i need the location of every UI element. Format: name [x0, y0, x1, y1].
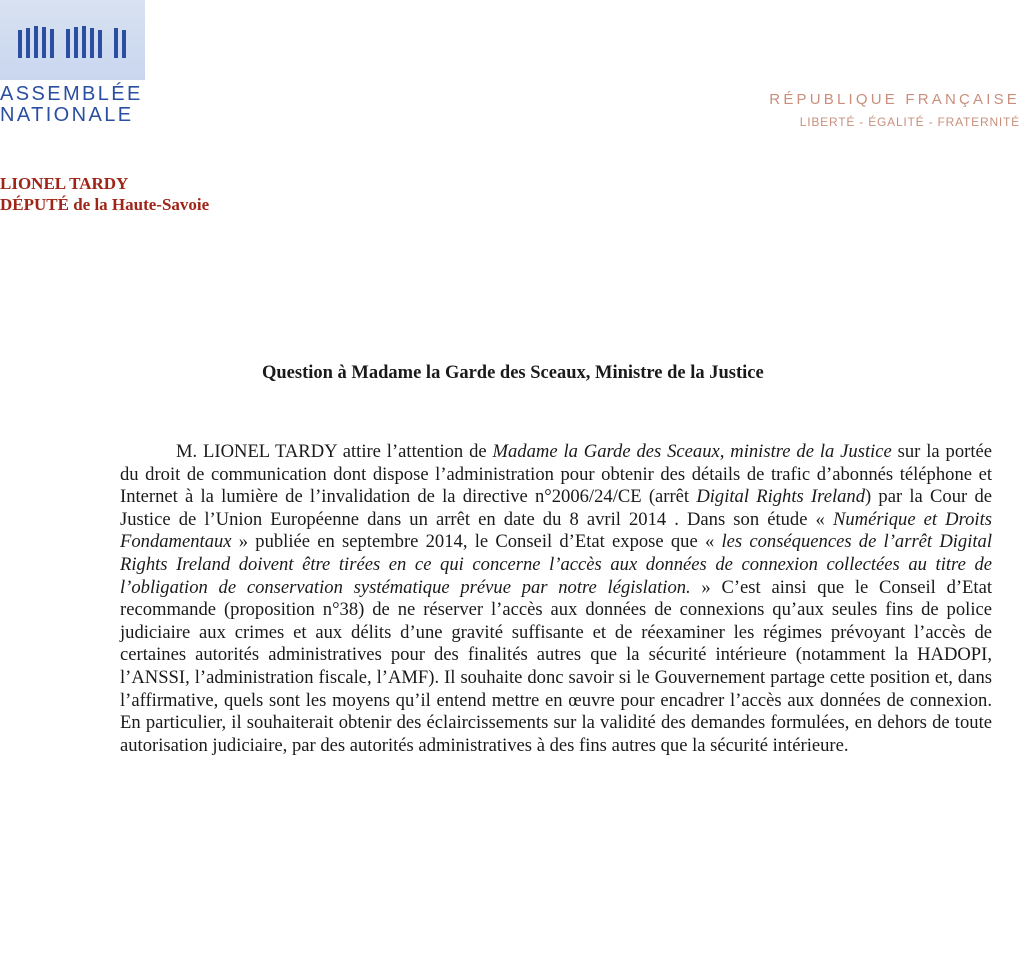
- body-text-4: » publiée en septembre 2014, le Conseil d’Etat expose que «: [231, 531, 722, 553]
- ruling-name: Digital Rights Ireland: [696, 486, 866, 508]
- author-name: LIONEL TARDY: [0, 174, 129, 193]
- republique-francaise-header: [769, 90, 1020, 131]
- body-text-2: sur la portée du droit de communication dont dispose l’administration pour obtenir des détails de trafic d’abonnés téléphone et Internet à la lumière de l’invalidation de la directive n°2006/24/CE (arrêt: [120, 441, 992, 508]
- study-title: Numérique et Droits Fondamentaux: [120, 508, 992, 553]
- addressee: Madame la Garde des Sceaux, ministre de la Justice: [492, 441, 892, 462]
- question-title: Question à Madame la Garde des Sceaux, Ministre de la Justice: [262, 363, 764, 383]
- logo-line-1: ASSEMBLÉE: [0, 83, 143, 105]
- body-text-3: ) par la Cour de Justice de l’Union Européenne dans un arrêt en date du 8 avril 2014 . Dans son étude «: [120, 486, 992, 530]
- question-body: [120, 441, 992, 757]
- body-text-5: » C’est ainsi que le Conseil d’Etat recommande (proposition n°38) de ne réserver l’accès aux données de connexions qu’aux seules fins de police judiciaire aux crimes et aux délits d’une gravité suffisante et de réexaminer les régimes prévoyant l’accès de certaines autorités administratives pour des finalités autres que la sécurité intérieure (notamment la HADOPI, l’ANSSI, l’administration fiscale, l’AMF). Il souhaite donc savoir si le Gouvernement partage cette position et, dans l’affirmative, quels sont les moyens qu’il entend mettre en œuvre pour encadrer l’accès aux données de connexion. En particulier, il souhaiterait obtenir des éclaircissements sur la validité des demandes formulées, en dehors de toute autorisation judiciaire, par des autorités administratives à des fins autres que la sécurité intérieure.: [120, 576, 992, 756]
- author-block: [0, 173, 209, 215]
- body-text-1: M. LIONEL TARDY attire l’attention de: [176, 441, 493, 462]
- author-role: DÉPUTÉ de la Haute-Savoie: [0, 195, 210, 214]
- republic-title: RÉPUBLIQUE FRANÇAISE: [769, 91, 1020, 108]
- logo-wordmark: [0, 84, 143, 126]
- republic-motto: LIBERTÉ - ÉGALITÉ - FRATERNITÉ: [799, 115, 1020, 129]
- conseil-quote: les conséquences de l’arrêt Digital Rights Ireland doivent être tirées en ce qui concerne l’accès aux données de connexion collectées au titre de l’obligation de conservation systématique prévue par notre législation.: [120, 531, 993, 598]
- logo-band: [0, 0, 145, 80]
- assemblee-emblem-icon: [18, 26, 128, 60]
- logo-line-2: NATIONALE: [0, 104, 134, 126]
